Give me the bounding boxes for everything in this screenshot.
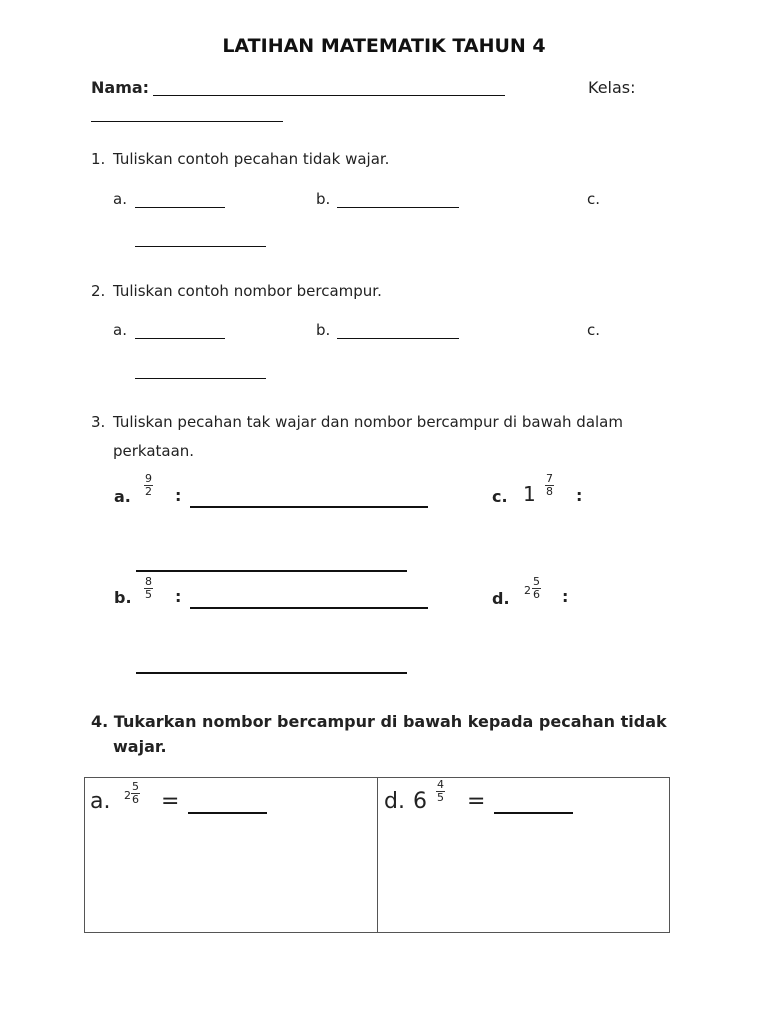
q4a-fraction — [131, 781, 140, 806]
q3-text-line1: Tuliskan pecahan tak wajar dan nombor bercampur di bawah dalam — [113, 413, 623, 431]
q3d-numerator: 5 — [533, 575, 540, 588]
q2-line-b — [337, 338, 459, 339]
q4d-fraction — [436, 779, 445, 804]
q4a-label: a. — [90, 789, 111, 814]
q3a-answer-line — [190, 506, 428, 508]
q3-text-line2: perkataan. — [113, 442, 195, 460]
q3c-label: c. — [492, 487, 508, 506]
q2-option-b: b. — [316, 321, 331, 339]
q1-option-b: b. — [316, 190, 331, 208]
q3a-label: a. — [114, 487, 131, 506]
q4d-whole: 6 — [413, 789, 427, 814]
q3a-fraction — [144, 473, 153, 498]
q4d-numerator: 4 — [437, 778, 444, 791]
page-title: LATIHAN MATEMATIK TAHUN 4 — [222, 35, 546, 57]
q4-text-line2: wajar. — [113, 737, 167, 756]
q1-line-a — [135, 207, 225, 208]
q3d-denominator: 6 — [533, 588, 540, 601]
name-label: Nama: — [91, 78, 150, 97]
q4d-denominator: 5 — [437, 791, 444, 804]
q3a-answer-line-2 — [136, 570, 407, 572]
table-divider — [377, 778, 378, 932]
q4d-answer-line — [494, 812, 573, 814]
q2-option-a: a. — [113, 321, 127, 339]
q3d-whole: 2 — [524, 584, 531, 597]
q1-text: Tuliskan contoh pecahan tidak wajar. — [113, 150, 390, 168]
q4d-equals: = — [467, 789, 486, 814]
q2-line-a — [135, 338, 225, 339]
q2-option-c: c. — [587, 321, 601, 339]
q3b-answer-line-2 — [136, 672, 407, 674]
q4a-equals: = — [161, 789, 180, 814]
q3b-denominator: 5 — [145, 588, 152, 601]
q4a-whole: 2 — [124, 789, 131, 802]
q1-line-c — [135, 246, 266, 247]
q3a-colon: : — [175, 486, 182, 505]
q1-option-c: c. — [587, 190, 601, 208]
q2-line-c — [135, 378, 266, 379]
q3a-numerator: 9 — [145, 472, 152, 485]
q3a-denominator: 2 — [145, 485, 152, 498]
q4a-answer-line — [188, 812, 267, 814]
q3b-colon: : — [175, 587, 182, 606]
q3c-fraction — [545, 473, 554, 498]
q3d-colon: : — [562, 587, 569, 606]
q4d-label: d. — [384, 789, 405, 814]
q4a-numerator: 5 — [132, 780, 139, 793]
name-line — [153, 95, 505, 96]
q4a-denominator: 6 — [132, 793, 139, 806]
q3b-answer-line — [190, 607, 428, 609]
q1-line-b — [337, 207, 459, 208]
q3b-label: b. — [114, 588, 132, 607]
q3d-label: d. — [492, 589, 510, 608]
class-label: Kelas: — [588, 78, 636, 97]
q3b-numerator: 8 — [145, 575, 152, 588]
q3b-fraction — [144, 576, 153, 601]
q3c-denominator: 8 — [546, 485, 553, 498]
q3c-whole: 1 — [523, 482, 536, 506]
class-line — [91, 121, 283, 122]
q2-number: 2. — [91, 282, 106, 300]
q3c-numerator: 7 — [546, 472, 553, 485]
q3d-fraction — [532, 576, 541, 601]
q3c-colon: : — [576, 486, 583, 505]
q3-number: 3. — [91, 413, 106, 431]
q1-option-a: a. — [113, 190, 127, 208]
q1-number: 1. — [91, 150, 106, 168]
q2-text: Tuliskan contoh nombor bercampur. — [113, 282, 382, 300]
q4-text-line1: 4. Tukarkan nombor bercampur di bawah kepada pecahan tidak — [91, 712, 667, 731]
